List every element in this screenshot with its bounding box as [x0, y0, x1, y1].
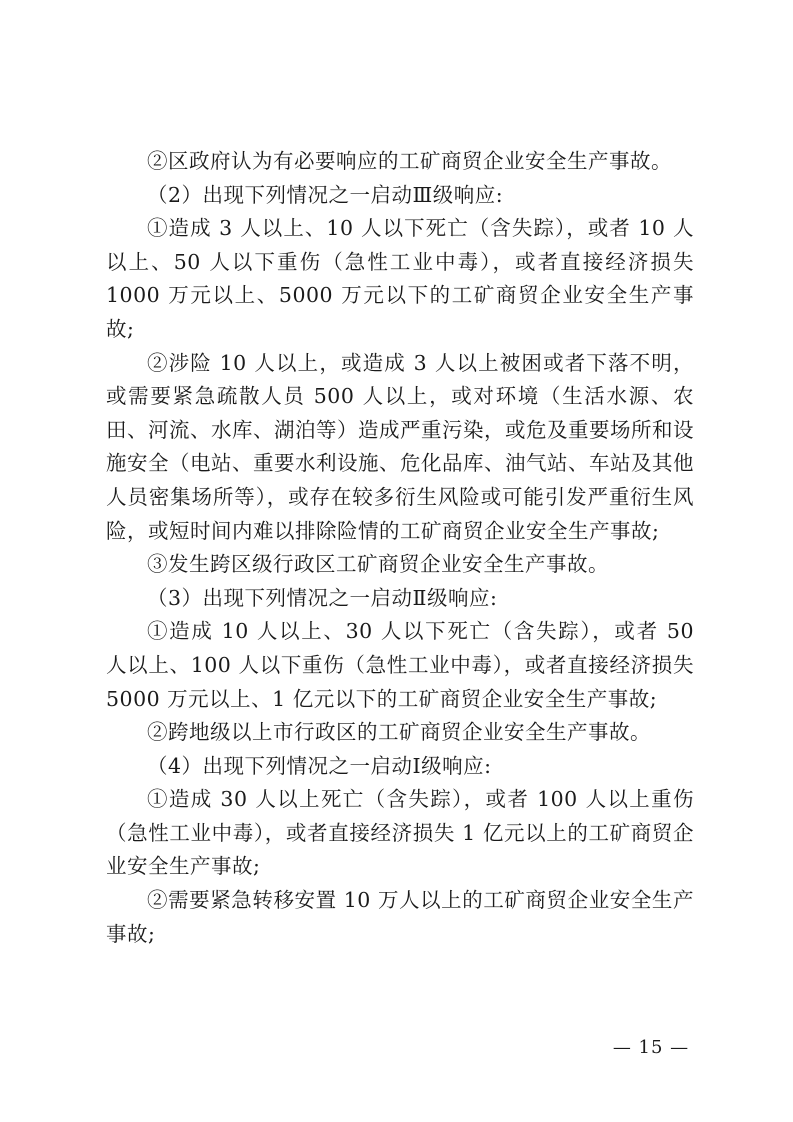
paragraph: ①造成 10 人以上、30 人以下死亡（含失踪），或者 50 人以上、100 人以下重伤（急性工业中毒），或者直接经济损失 5000 万元以上、1 亿元以下的工矿商贸企业安全生产事故;: [106, 619, 694, 711]
paragraph: ①造成 30 人以上死亡（含失踪），或者 100 人以上重伤（急性工业中毒），或者直接经济损失 1 亿元以上的工矿商贸企业安全生产事故;: [106, 787, 694, 879]
page-number: — 15 —: [612, 1037, 690, 1058]
paragraph: ②跨地级以上市行政区的工矿商贸企业安全生产事故。: [147, 720, 651, 745]
paragraph: ③发生跨区级行政区工矿商贸企业安全生产事故。: [147, 552, 609, 577]
section-heading-level-3-response: （2）出现下列情况之一启动Ⅲ级响应:: [147, 182, 504, 207]
section-heading-level-2-response: （3）出现下列情况之一启动Ⅱ级响应:: [147, 585, 498, 610]
section-heading-level-1-response: （4）出现下列情况之一启动Ⅰ级响应:: [147, 753, 492, 778]
document-body: [106, 145, 694, 951]
paragraph: ②区政府认为有必要响应的工矿商贸企业安全生产事故。: [147, 149, 672, 173]
paragraph: ①造成 3 人以上、10 人以下死亡（含失踪），或者 10 人以上、50 人以下重伤（急性工业中毒），或者直接经济损失 1000 万元以上、5000 万元以下的工矿商贸企业安全生产事故;: [106, 216, 694, 341]
paragraph: ②需要紧急转移安置 10 万人以上的工矿商贸企业安全生产事故;: [106, 888, 694, 946]
paragraph: ②涉险 10 人以上，或造成 3 人以上被困或者下落不明，或需要紧急疏散人员 500 人以上，或对环境（生活水源、农田、河流、水库、湖泊等）造成严重污染，或危及重要场所和设施安全（电站、重要水利设施、危化品库、油气站、车站及其他人员密集场所等），或存在较多衍生风险或可能引发严重衍生风险，或短时间内难以排除险情的工矿商贸企业安全生产事故;: [106, 350, 694, 543]
